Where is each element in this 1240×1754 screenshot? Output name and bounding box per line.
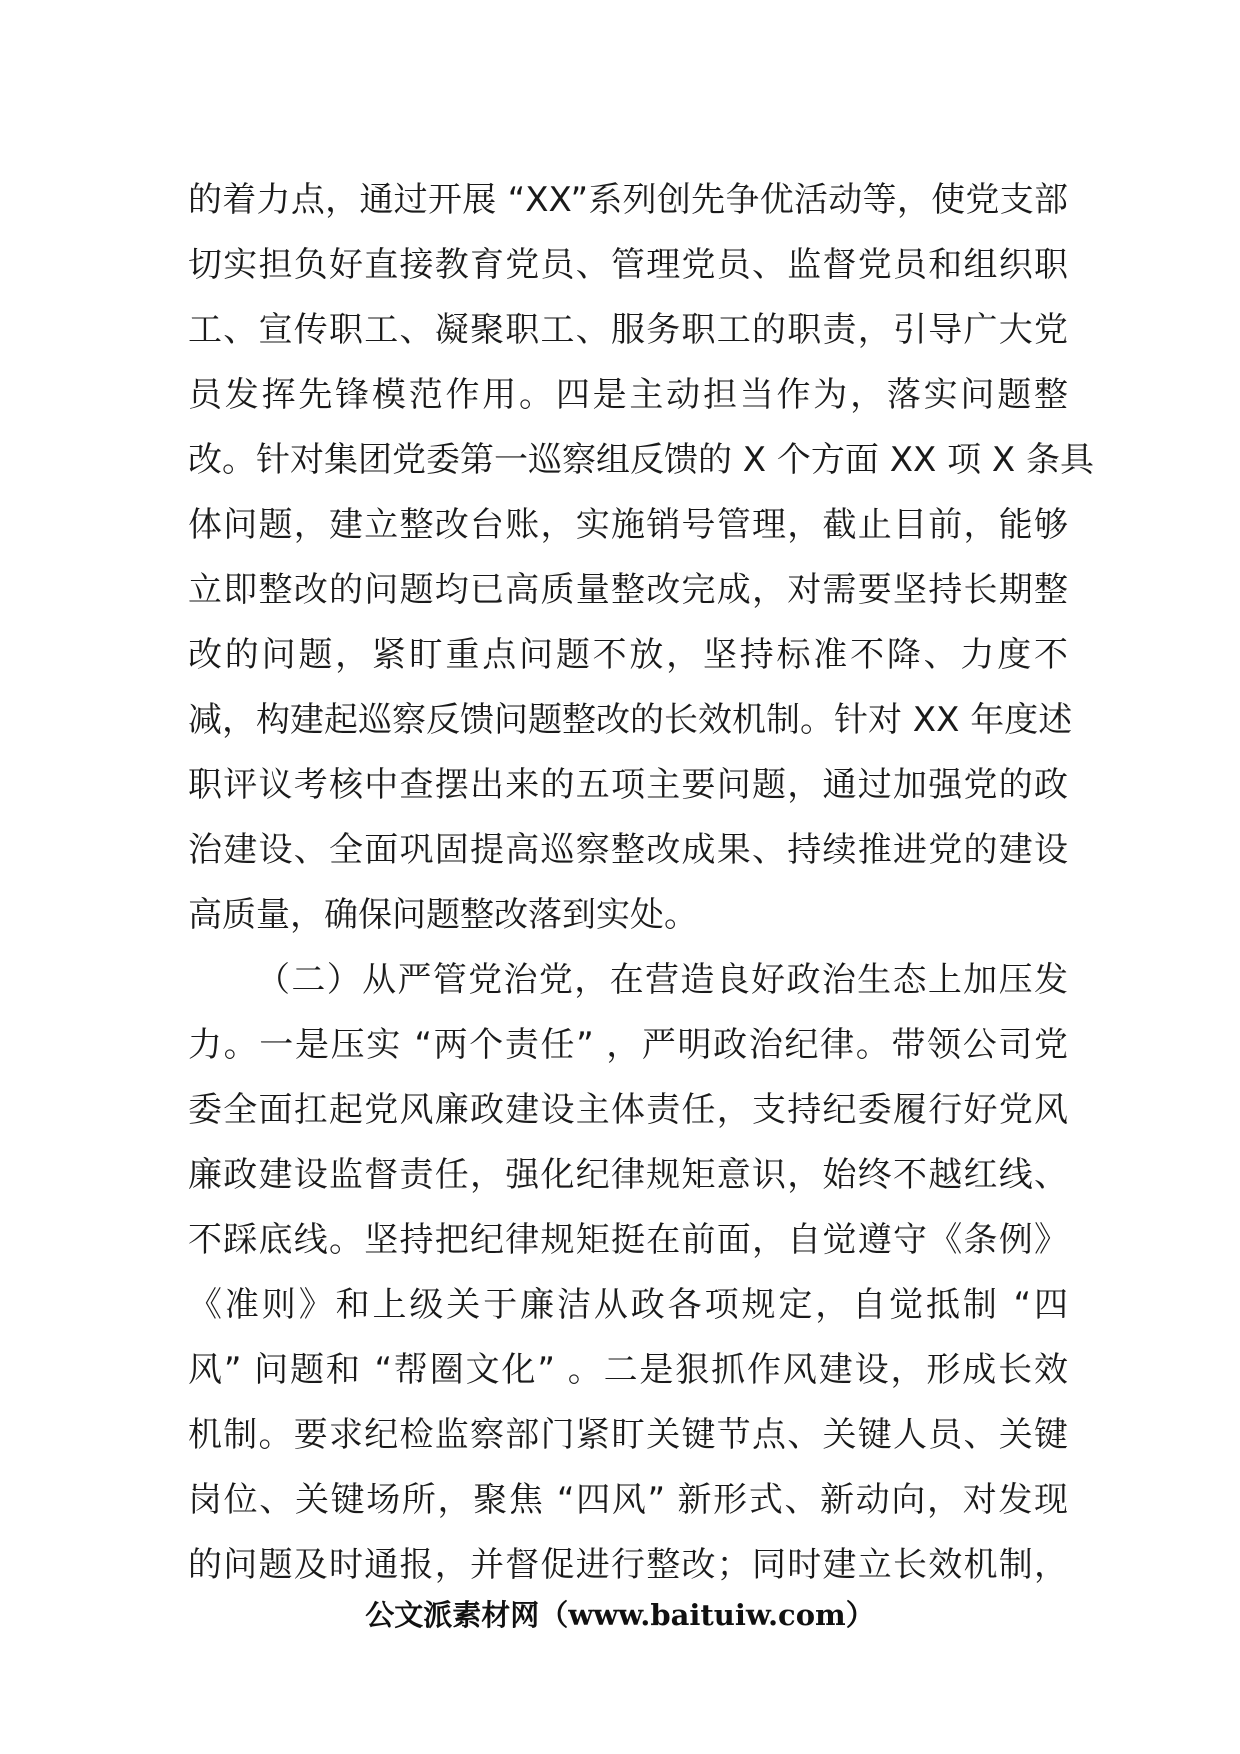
text-line: 职评议考核中查摆出来的五项主要问题，通过加强党的政 <box>188 765 1068 805</box>
text-line: 的问题及时通报，并督促进行整改；同时建立长效机制， <box>188 1545 1068 1585</box>
footer-watermark: 公文派素材网（www.baituiw.com） <box>365 1598 875 1632</box>
text-line: 高质量，确保问题整改落到实处。 <box>188 895 698 935</box>
text-line: 改的问题，紧盯重点问题不放，坚持标准不降、力度不 <box>188 635 1068 675</box>
text-line: 风” 问题和 “帮圈文化” 。二是狠抓作风建设，形成长效 <box>188 1350 1068 1390</box>
text-line: 减，构建起巡察反馈问题整改的长效机制。针对 XX 年度述 <box>188 700 1073 740</box>
text-line: 岗位、关键场所，聚焦 “四风” 新形式、新动向，对发现 <box>188 1480 1068 1520</box>
body-text <box>188 168 1095 1598</box>
text-line: 切实担负好直接教育党员、管理党员、监督党员和组织职 <box>188 245 1068 285</box>
text-line: 改。针对集团党委第一巡察组反馈的 X 个方面 XX 项 X 条具 <box>188 440 1095 480</box>
text-line: 的着力点，通过开展 “XX”系列创先争优活动等，使党支部 <box>188 180 1068 220</box>
text-line: 治建设、全面巩固提高巡察整改成果、持续推进党的建设 <box>188 830 1068 870</box>
text-line: 体问题，建立整改台账，实施销号管理，截止目前，能够 <box>188 505 1068 545</box>
text-line: 《准则》和上级关于廉洁从政各项规定，自觉抵制 “四 <box>188 1285 1068 1325</box>
text-line: 力。一是压实 “两个责任” ，严明政治纪律。带领公司党 <box>188 1025 1068 1065</box>
text-line: 委全面扛起党风廉政建设主体责任，支持纪委履行好党风 <box>188 1090 1068 1130</box>
text-line: 立即整改的问题均已高质量整改完成，对需要坚持长期整 <box>188 570 1068 610</box>
text-line: 廉政建设监督责任，强化纪律规矩意识，始终不越红线、 <box>188 1155 1068 1195</box>
text-line: 机制。要求纪检监察部门紧盯关键节点、关键人员、关键 <box>188 1415 1068 1455</box>
text-line: 工、宣传职工、凝聚职工、服务职工的职责，引导广大党 <box>188 310 1068 350</box>
text-line: 不踩底线。坚持把纪律规矩挺在前面，自觉遵守《条例》 <box>188 1220 1068 1260</box>
text-line: 员发挥先锋模范作用。四是主动担当作为，落实问题整 <box>188 375 1068 415</box>
section-heading-line: （二）从严管党治党，在营造良好政治生态上加压发 <box>256 960 1068 1000</box>
